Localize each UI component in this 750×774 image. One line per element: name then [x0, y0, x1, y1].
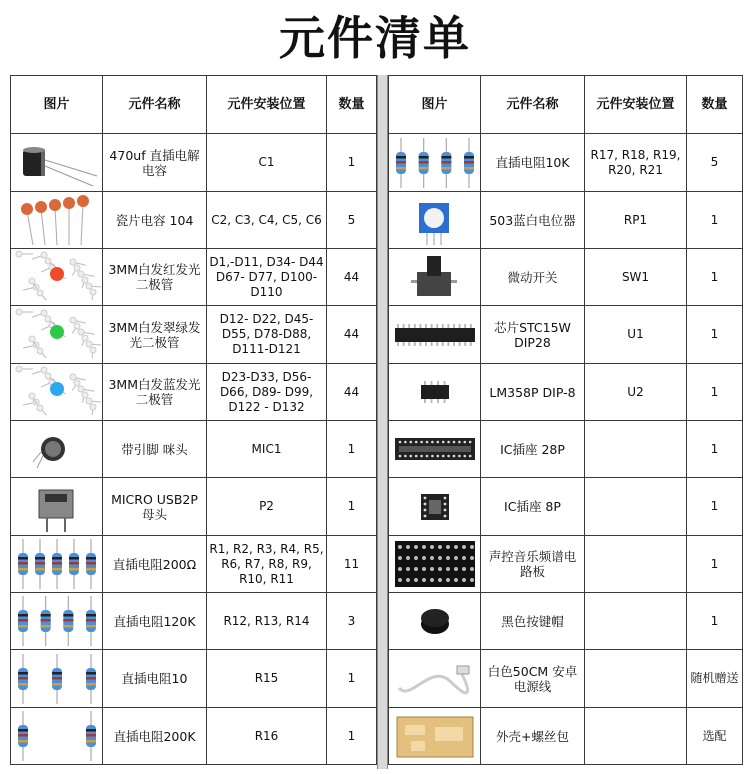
table-row — [389, 249, 743, 306]
ic-socket-8-icon — [389, 480, 480, 534]
left-parts-table — [10, 75, 377, 765]
table-row — [11, 650, 377, 708]
microphone-icon — [11, 422, 102, 476]
part-name: 声控音乐频谱电路板 — [481, 536, 585, 593]
part-position: R1, R2, R3, R4, R5, R6, R7, R8, R9, R10, R11 — [207, 536, 327, 593]
dip28-chip-icon — [389, 308, 480, 362]
header-name: 元件名称 — [481, 76, 585, 134]
part-name: 带引脚 咪头 — [103, 421, 207, 478]
resistor-icon — [389, 136, 480, 190]
part-qty: 1 — [327, 421, 377, 478]
table-row — [11, 708, 377, 765]
part-position: R16 — [207, 708, 327, 765]
part-picture — [389, 249, 481, 306]
ceramic-capacitor-icon — [11, 193, 102, 247]
part-name: 3MM白发翠绿发光二极管 — [103, 306, 207, 364]
part-qty: 1 — [687, 192, 743, 249]
part-position — [585, 478, 687, 536]
part-position: MIC1 — [207, 421, 327, 478]
part-qty: 11 — [327, 536, 377, 593]
usb-connector-icon — [11, 480, 102, 534]
table-row — [389, 421, 743, 478]
part-name: LM358P DIP-8 — [481, 364, 585, 421]
dip8-chip-icon — [389, 365, 480, 419]
green-led-icon — [11, 308, 102, 362]
table-row — [11, 134, 377, 192]
part-name: 微动开关 — [481, 249, 585, 306]
part-position: D1,-D11, D34- D44 D67- D77, D100-D110 — [207, 249, 327, 306]
potentiometer-icon — [389, 193, 480, 247]
part-picture — [11, 478, 103, 536]
header-qty: 数量 — [687, 76, 743, 134]
part-picture — [389, 650, 481, 708]
header-position: 元件安装位置 — [585, 76, 687, 134]
resistor-icon — [11, 709, 102, 763]
part-name: 白色50CM 安卓电源线 — [481, 650, 585, 708]
header-position: 元件安装位置 — [207, 76, 327, 134]
part-name: 瓷片电容 104 — [103, 192, 207, 249]
part-position — [585, 536, 687, 593]
part-picture — [11, 593, 103, 650]
part-qty: 1 — [327, 134, 377, 192]
column-divider — [377, 75, 388, 769]
ic-socket-28-icon — [389, 422, 480, 476]
part-position: C1 — [207, 134, 327, 192]
part-qty: 1 — [327, 650, 377, 708]
resistor-icon — [11, 594, 102, 648]
part-name: MICRO USB2P 母头 — [103, 478, 207, 536]
part-picture — [11, 249, 103, 306]
part-picture — [11, 650, 103, 708]
part-position: RP1 — [585, 192, 687, 249]
part-picture — [389, 478, 481, 536]
table-row — [389, 536, 743, 593]
part-qty: 1 — [687, 593, 743, 650]
part-picture — [11, 364, 103, 421]
part-name: 直插电阻10K — [481, 134, 585, 192]
part-position: SW1 — [585, 249, 687, 306]
table-row — [389, 708, 743, 765]
header-picture: 图片 — [389, 76, 481, 134]
electrolytic-capacitor-icon — [11, 136, 102, 190]
part-name: IC插座 28P — [481, 421, 585, 478]
usb-cable-icon — [389, 652, 480, 706]
part-name: 直插电阻10 — [103, 650, 207, 708]
part-picture — [389, 134, 481, 192]
part-qty: 5 — [687, 134, 743, 192]
red-led-icon — [11, 250, 102, 304]
part-qty: 44 — [327, 306, 377, 364]
pcb-board-icon — [389, 537, 480, 591]
part-qty: 44 — [327, 249, 377, 306]
part-position: U1 — [585, 306, 687, 364]
table-row — [389, 134, 743, 192]
part-qty: 1 — [687, 364, 743, 421]
part-qty: 1 — [687, 536, 743, 593]
part-picture — [11, 708, 103, 765]
part-name: 470uf 直插电解电容 — [103, 134, 207, 192]
part-position — [585, 421, 687, 478]
resistor-icon — [11, 537, 102, 591]
part-qty: 1 — [687, 249, 743, 306]
part-picture — [389, 306, 481, 364]
button-cap-icon — [389, 594, 480, 648]
blue-led-icon — [11, 365, 102, 419]
part-name: 3MM白发红发光二极管 — [103, 249, 207, 306]
table-row — [389, 364, 743, 421]
header-picture: 图片 — [11, 76, 103, 134]
table-row — [11, 364, 377, 421]
part-qty: 44 — [327, 364, 377, 421]
part-position: U2 — [585, 364, 687, 421]
table-row — [389, 593, 743, 650]
tact-switch-icon — [389, 250, 480, 304]
part-qty: 1 — [327, 478, 377, 536]
part-name: IC插座 8P — [481, 478, 585, 536]
part-name: 3MM白发蓝发光二极管 — [103, 364, 207, 421]
part-picture — [11, 192, 103, 249]
part-name: 芯片STC15W DIP28 — [481, 306, 585, 364]
header-name: 元件名称 — [103, 76, 207, 134]
part-name: 直插电阻200K — [103, 708, 207, 765]
part-picture — [11, 306, 103, 364]
table-row — [389, 478, 743, 536]
part-qty: 1 — [687, 306, 743, 364]
part-name: 直插电阻120K — [103, 593, 207, 650]
part-picture — [11, 421, 103, 478]
table-row — [11, 249, 377, 306]
part-name: 直插电阻200Ω — [103, 536, 207, 593]
table-row — [11, 192, 377, 249]
part-picture — [389, 593, 481, 650]
part-position: R15 — [207, 650, 327, 708]
table-row — [11, 306, 377, 364]
part-position: P2 — [207, 478, 327, 536]
part-position: C2, C3, C4, C5, C6 — [207, 192, 327, 249]
part-picture — [11, 536, 103, 593]
part-qty: 随机赠送 — [687, 650, 743, 708]
part-picture — [389, 536, 481, 593]
part-picture — [389, 192, 481, 249]
part-position: R17, R18, R19, R20, R21 — [585, 134, 687, 192]
table-header-row — [389, 76, 743, 134]
header-qty: 数量 — [327, 76, 377, 134]
part-qty: 1 — [687, 478, 743, 536]
part-position — [585, 593, 687, 650]
table-row — [389, 650, 743, 708]
part-position: D23-D33, D56- D66, D89- D99, D122 - D132 — [207, 364, 327, 421]
part-position — [585, 708, 687, 765]
part-picture — [389, 708, 481, 765]
table-row — [11, 536, 377, 593]
part-qty: 选配 — [687, 708, 743, 765]
part-picture — [389, 364, 481, 421]
part-qty: 1 — [687, 421, 743, 478]
table-row — [11, 421, 377, 478]
acrylic-case-icon — [389, 709, 480, 763]
page-title: 元件清单 — [279, 11, 471, 65]
right-parts-table — [388, 75, 743, 765]
part-picture — [389, 421, 481, 478]
part-qty: 5 — [327, 192, 377, 249]
table-row — [389, 306, 743, 364]
part-position — [585, 650, 687, 708]
table-row — [11, 593, 377, 650]
part-position: R12, R13, R14 — [207, 593, 327, 650]
resistor-icon — [11, 652, 102, 706]
table-row — [389, 192, 743, 249]
part-name: 503蓝白电位器 — [481, 192, 585, 249]
part-qty: 1 — [327, 708, 377, 765]
table-header-row — [11, 76, 377, 134]
part-name: 外壳+螺丝包 — [481, 708, 585, 765]
part-position: D12- D22, D45-D55, D78-D88, D111-D121 — [207, 306, 327, 364]
part-name: 黑色按键帽 — [481, 593, 585, 650]
part-picture — [11, 134, 103, 192]
part-qty: 3 — [327, 593, 377, 650]
table-row — [11, 478, 377, 536]
